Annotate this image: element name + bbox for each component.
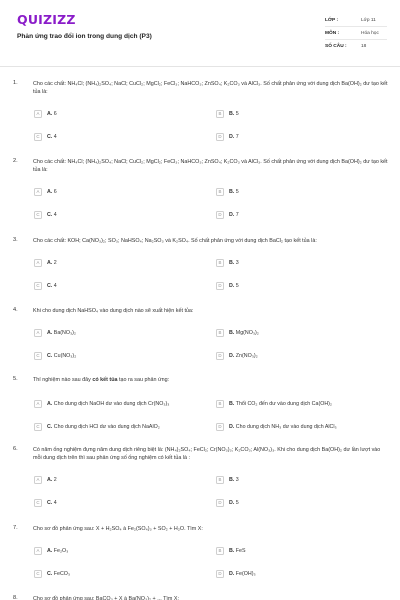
option-letter: C. — [47, 423, 53, 430]
option-c[interactable] — [34, 280, 57, 291]
question-text: Có năm ống nghiệm đựng năm dung dịch riêng biệt là: (NH₄)₂SO₄; FeCl₂; Cr(NO₃)₃; K₂CO₃; Al(NO₃)₃. Khi cho dung dịch Ba(OH)₂ dư lần lượt vào mỗi dung dịch trên thì sau phản ứng số ống nghiệm có kết tủa là : — [33, 447, 381, 462]
option-value: 3 — [235, 476, 239, 483]
option-a[interactable] — [34, 545, 68, 556]
option-a[interactable] — [34, 398, 169, 409]
option-letter: D. — [229, 570, 235, 577]
option-c[interactable] — [34, 131, 57, 142]
option-letter: A. — [47, 259, 53, 266]
option-box[interactable]: B — [216, 110, 224, 118]
option-value: 6 — [53, 188, 57, 195]
option-value: 5 — [235, 188, 239, 195]
option-value: Cu(NO₃)₂ — [53, 352, 77, 359]
option-box[interactable]: A — [34, 476, 42, 484]
option-text — [47, 500, 57, 506]
option-letter: A. — [47, 547, 53, 554]
option-b[interactable] — [216, 257, 239, 268]
option-d[interactable] — [216, 497, 239, 508]
option-text — [47, 111, 57, 117]
question-text: Cho sơ đồ phản ứng sau: X + H₂SO₄ à Fe₂(SO₄)₃ + SO₂ + H₂O. Tìm X: — [33, 526, 203, 532]
option-text — [47, 477, 57, 483]
option-letter: A. — [47, 329, 53, 336]
question-number: 6. — [13, 446, 18, 452]
question-text-emphasis: có kết tủa — [92, 377, 118, 383]
question-number: 8. — [13, 595, 18, 600]
option-box[interactable]: B — [216, 259, 224, 267]
option-letter: C. — [47, 211, 53, 218]
question-text: Cho các chất: NH₄Cl; (NH₄)₂SO₄; NaCl; CuCl₂; MgCl₂; FeCl₃; NaHCO₃; ZnSO₄; K₂CO₃ và AlCl₃. Số chất phản ứng với dung dịch Ba(OH)₂ dư tạo kết tủa là: — [33, 159, 388, 174]
option-a[interactable] — [34, 108, 57, 119]
question-text: Khi cho dung dịch NaHSO₄ vào dung dịch nào sẽ xuất hiện kết tủa: — [33, 308, 194, 314]
option-text — [47, 571, 70, 577]
option-value: 5 — [235, 282, 239, 289]
option-text — [47, 212, 57, 218]
option-b[interactable] — [216, 474, 239, 485]
option-d[interactable] — [216, 209, 239, 220]
option-value: 5 — [235, 110, 239, 117]
option-a[interactable] — [34, 257, 57, 268]
option-value: 7 — [235, 133, 239, 140]
question-number: 7. — [13, 525, 18, 531]
option-text — [229, 477, 239, 483]
worksheet-meta — [325, 14, 387, 53]
option-text — [229, 500, 239, 506]
option-box[interactable]: C — [34, 352, 42, 360]
option-d[interactable] — [216, 421, 337, 432]
option-box[interactable]: B — [216, 188, 224, 196]
option-text — [229, 212, 239, 218]
option-text — [229, 424, 337, 430]
option-box[interactable]: C — [34, 570, 42, 578]
option-letter: D. — [229, 282, 235, 289]
option-value: 5 — [235, 499, 239, 506]
option-box[interactable]: C — [34, 423, 42, 431]
quizizz-logo: QUIZIZZ — [17, 12, 76, 27]
option-box[interactable]: A — [34, 188, 42, 196]
option-text — [229, 571, 256, 577]
question-text: Cho các chất: KOH; Ca(NO₃)₂; SO₃; NaHSO₄; Na₂SO₃ và K₂SO₄. Số chất phản ứng với dung dịch BaCl₂ tạo kết tủa là: — [33, 238, 317, 244]
option-letter: A. — [47, 110, 53, 117]
option-letter: B. — [229, 188, 235, 195]
meta-row-class — [325, 14, 387, 27]
option-box[interactable]: A — [34, 400, 42, 408]
option-d[interactable] — [216, 280, 239, 291]
option-text — [229, 260, 239, 266]
option-box[interactable]: D — [216, 133, 224, 141]
option-letter: C. — [47, 282, 53, 289]
option-box[interactable]: A — [34, 259, 42, 267]
option-box[interactable]: A — [34, 329, 42, 337]
option-b[interactable] — [216, 327, 259, 338]
option-text — [47, 548, 68, 554]
option-box[interactable]: D — [216, 499, 224, 507]
option-d[interactable] — [216, 131, 239, 142]
option-b[interactable] — [216, 545, 246, 556]
option-b[interactable] — [216, 398, 332, 409]
option-letter: D. — [229, 499, 235, 506]
option-letter: D. — [229, 211, 235, 218]
option-letter: A. — [47, 188, 53, 195]
meta-label: SỐ CÂU : — [325, 44, 347, 49]
option-value: 3 — [235, 259, 239, 266]
option-value: 4 — [53, 211, 57, 218]
option-b[interactable] — [216, 108, 239, 119]
option-text — [229, 401, 332, 407]
option-value: 2 — [53, 476, 57, 483]
meta-value: Lớp 11 — [361, 17, 376, 23]
option-letter: C. — [47, 352, 53, 359]
option-c[interactable] — [34, 209, 57, 220]
option-letter: C. — [47, 570, 53, 577]
option-value: 4 — [53, 133, 57, 140]
option-value: FeCO₃ — [53, 570, 71, 577]
option-text — [47, 401, 169, 407]
option-text — [47, 260, 57, 266]
option-box[interactable]: D — [216, 423, 224, 431]
option-letter: B. — [229, 110, 235, 117]
option-text — [229, 134, 239, 140]
question-number: 3. — [13, 237, 18, 243]
option-box[interactable]: C — [34, 133, 42, 141]
question-text-pre: Thí nghiệm nào sau đây — [33, 377, 93, 383]
option-box[interactable]: B — [216, 329, 224, 337]
option-value: 2 — [53, 259, 57, 266]
option-letter: D. — [229, 133, 235, 140]
option-value: Cho dung dịch HCl dư vào dung dịch NaAlO₂ — [53, 423, 160, 430]
option-value: Fe(OH)₃ — [235, 570, 256, 577]
option-text — [229, 353, 258, 359]
option-value: Fe₂O₃ — [53, 547, 69, 554]
option-a[interactable] — [34, 474, 57, 485]
question-number: 1. — [13, 80, 18, 86]
option-value: FeS — [235, 547, 246, 554]
option-text — [229, 111, 239, 117]
option-letter: B. — [229, 547, 235, 554]
option-value: Ba(NO₃)₂ — [53, 329, 76, 336]
option-value: 6 — [53, 110, 57, 117]
option-box[interactable]: D — [216, 282, 224, 290]
option-letter: B. — [229, 259, 235, 266]
option-text — [229, 330, 259, 336]
option-text — [47, 189, 57, 195]
option-b[interactable] — [216, 186, 239, 197]
option-box[interactable]: D — [216, 570, 224, 578]
option-d[interactable] — [216, 350, 258, 361]
option-text — [47, 424, 160, 430]
question-text: Cho các chất: NH₄Cl; (NH₄)₂SO₄; NaCl; CuCl₂; MgCl₂; FeCl₃; NaHCO₃; ZnSO₄; K₂CO₃ và AlCl₃. Số chất phản ứng với dung dịch Ba(OH)₂ dư tạo kết tủa là: — [33, 81, 388, 96]
option-letter: D. — [229, 352, 235, 359]
option-value: 4 — [53, 282, 57, 289]
meta-label: LỚP : — [325, 17, 339, 23]
worksheet-title: Phản ứng trao đổi ion trong dung dịch (P3) — [17, 33, 152, 40]
option-c[interactable] — [34, 421, 160, 432]
option-text — [229, 548, 246, 554]
option-text — [47, 134, 57, 140]
option-value: Zn(NO₃)₂ — [235, 352, 258, 359]
option-box[interactable]: B — [216, 476, 224, 484]
question-number: 2. — [13, 158, 18, 164]
question-number: 4. — [13, 307, 18, 313]
option-value: 4 — [53, 499, 57, 506]
question-text-post: tạo ra sau phản ứng: — [117, 377, 170, 383]
question-text: Cho sơ đồ phản ứng sau: BaCO₃ + X à Ba(NO₃)₂ + ... Tìm X: — [33, 596, 179, 600]
option-box[interactable]: D — [216, 211, 224, 219]
option-box[interactable]: B — [216, 547, 224, 555]
question-number: 5. — [13, 376, 18, 382]
question-text — [33, 376, 388, 384]
meta-label: MÔN : — [325, 30, 340, 36]
option-a[interactable] — [34, 186, 57, 197]
meta-row-count — [325, 40, 387, 53]
option-letter: A. — [47, 400, 53, 407]
option-text — [47, 330, 76, 336]
option-text — [229, 283, 239, 289]
meta-value: 18 — [361, 44, 367, 49]
option-box[interactable]: A — [34, 547, 42, 555]
option-letter: B. — [229, 400, 235, 407]
option-letter: C. — [47, 499, 53, 506]
option-letter: B. — [229, 329, 235, 336]
option-box[interactable]: A — [34, 110, 42, 118]
option-box[interactable]: B — [216, 400, 224, 408]
option-letter: A. — [47, 476, 53, 483]
option-letter: C. — [47, 133, 53, 140]
worksheet-header — [0, 0, 400, 70]
meta-value: Hóa học — [361, 30, 379, 36]
option-box[interactable]: C — [34, 211, 42, 219]
option-d[interactable] — [216, 568, 256, 579]
option-value: Cho dung dịch NaOH dư vào dung dịch Cr(NO₃)₃ — [53, 400, 170, 407]
option-box[interactable]: D — [216, 352, 224, 360]
option-c[interactable] — [34, 568, 70, 579]
option-letter: D. — [229, 423, 235, 430]
option-box[interactable]: C — [34, 282, 42, 290]
meta-row-subject — [325, 27, 387, 40]
option-letter: B. — [229, 476, 235, 483]
option-value: 7 — [235, 211, 239, 218]
option-a[interactable] — [34, 327, 76, 338]
option-value: Mg(NO₃)₂ — [235, 329, 259, 336]
option-text — [229, 189, 239, 195]
option-value: Thổi CO₂ đến dư vào dung dịch Ca(OH)₂ — [235, 400, 332, 407]
option-text — [47, 353, 76, 359]
option-box[interactable]: C — [34, 499, 42, 507]
header-divider — [0, 66, 400, 67]
option-value: Cho dung dịch NH₃ dư vào dung dịch AlCl₃ — [235, 423, 337, 430]
option-c[interactable] — [34, 350, 76, 361]
option-c[interactable] — [34, 497, 57, 508]
option-text — [47, 283, 57, 289]
